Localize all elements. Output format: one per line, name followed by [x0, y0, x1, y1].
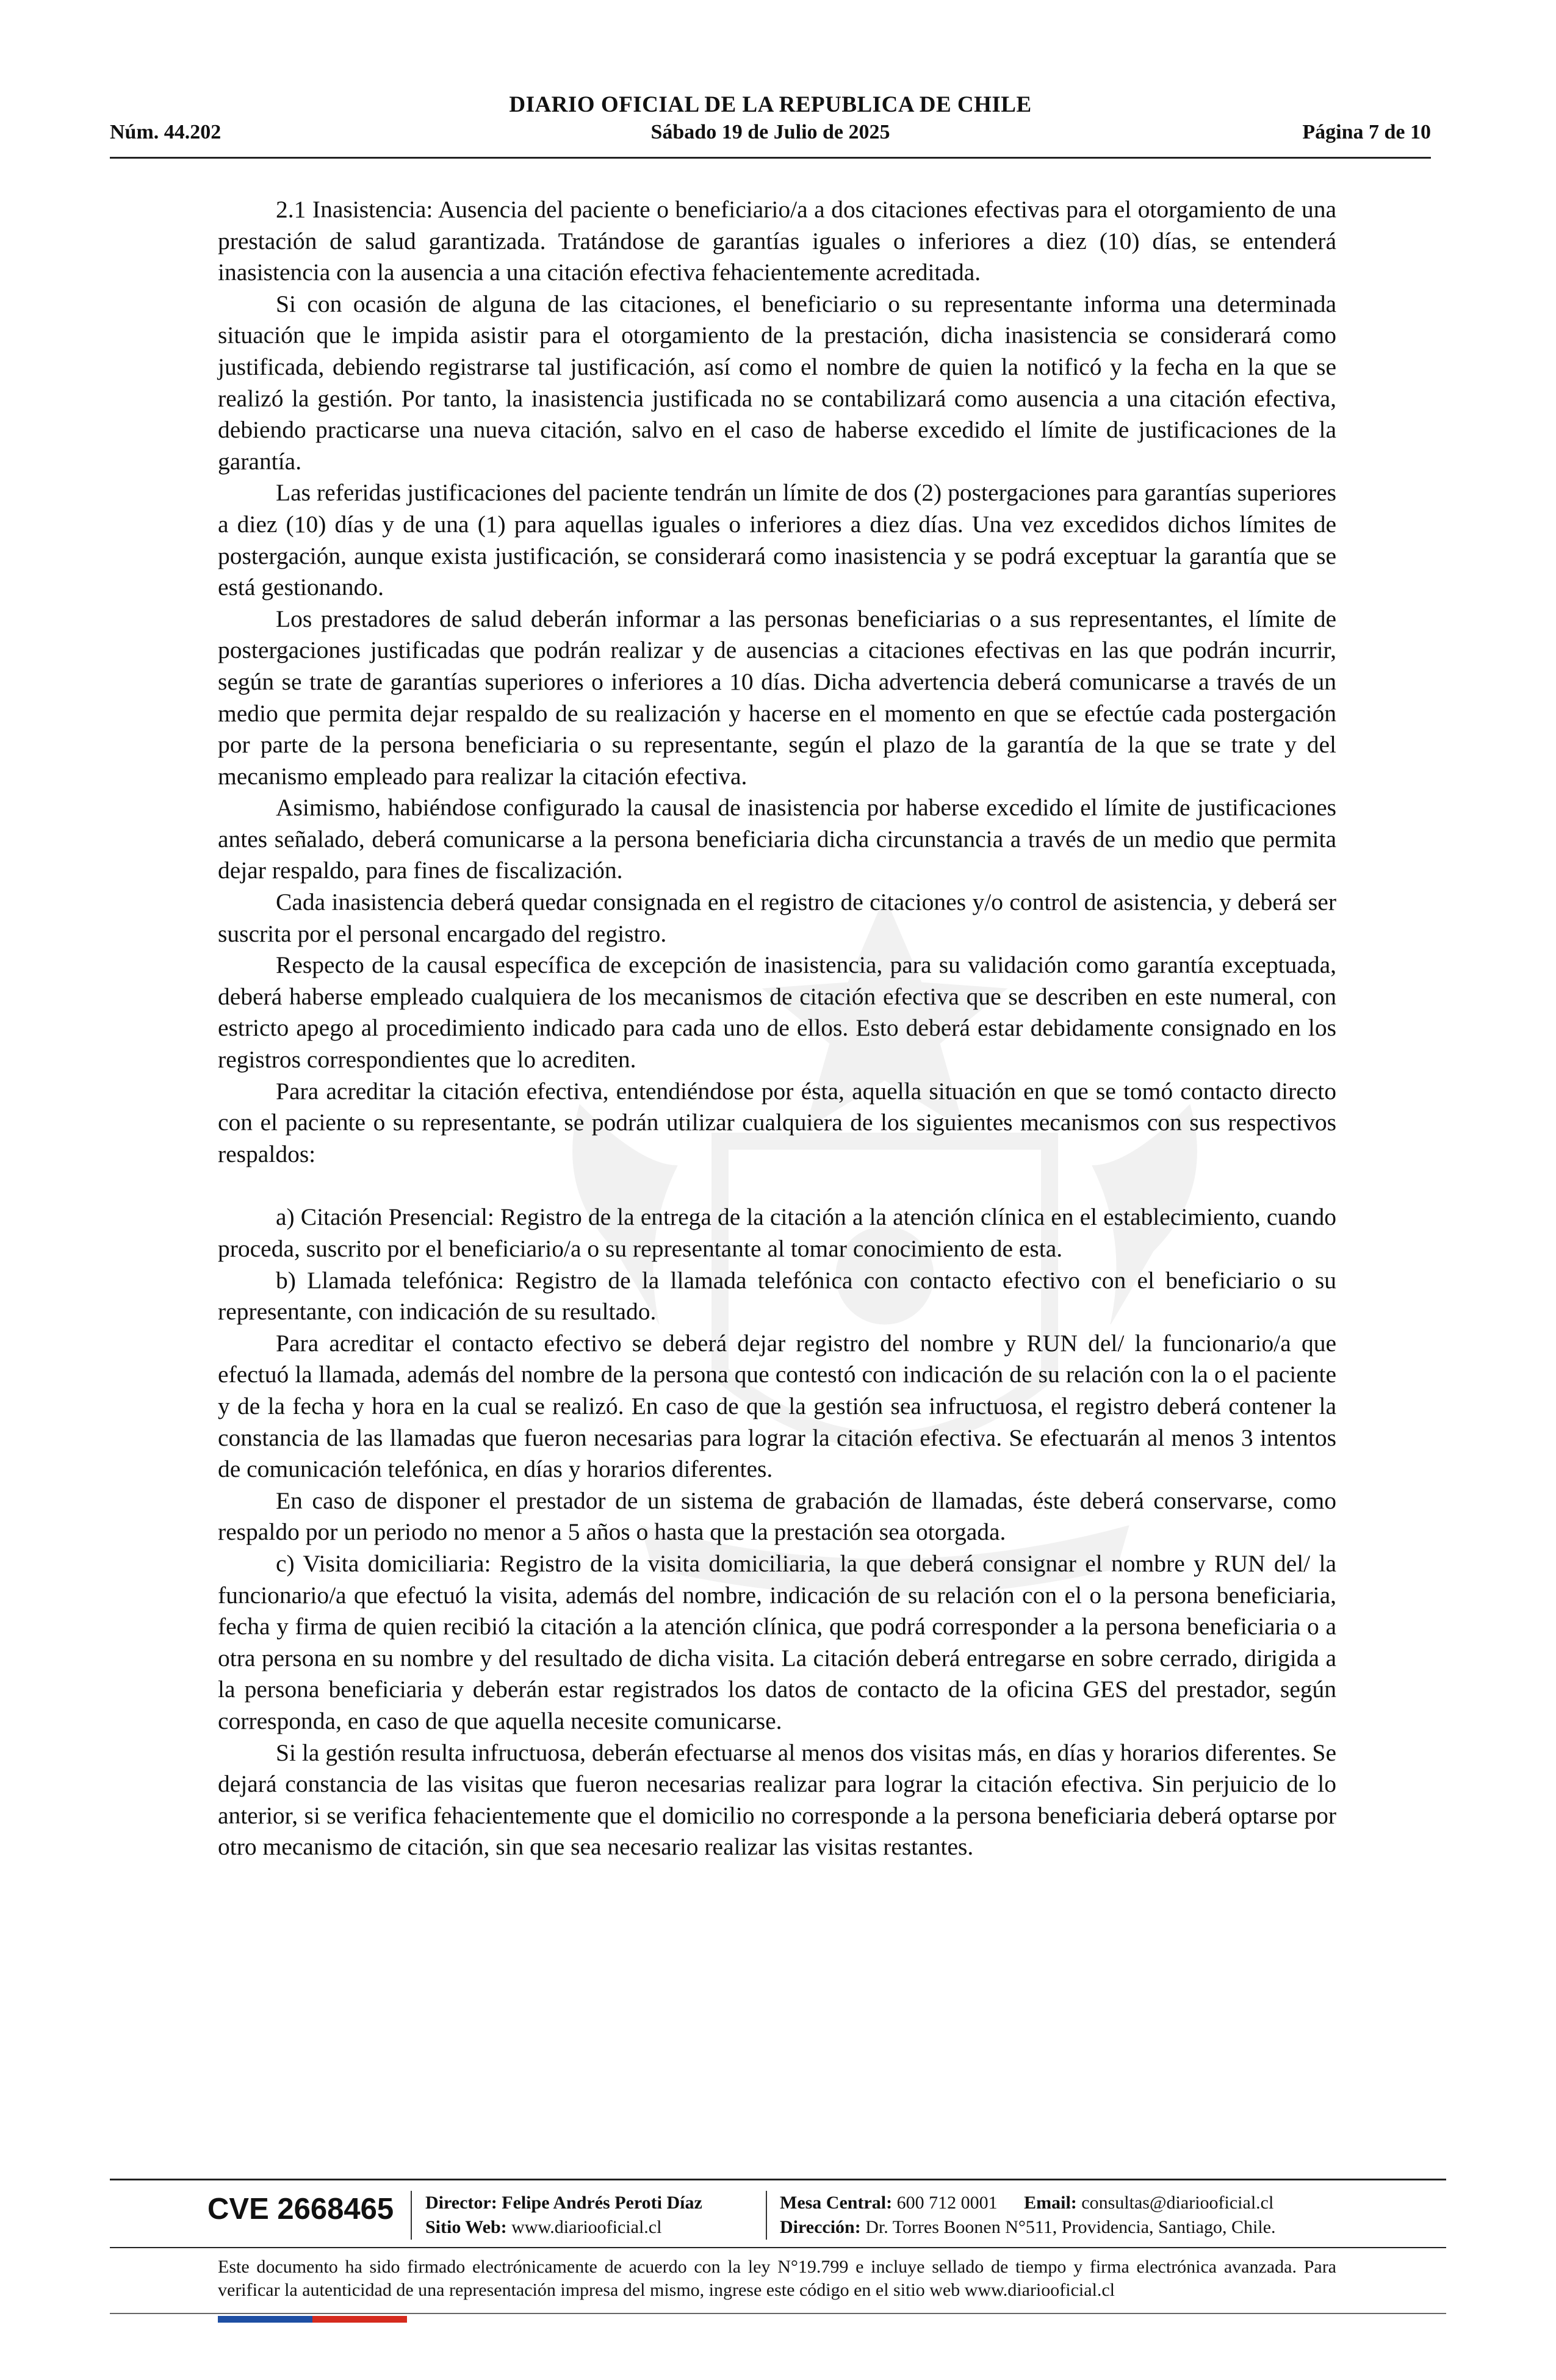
email-label: Email:	[1024, 2193, 1077, 2213]
footer-top-divider	[110, 2179, 1446, 2180]
issue-number: Núm. 44.202	[110, 121, 222, 143]
email-link[interactable]: consultas@diariooficial.cl	[1081, 2193, 1274, 2213]
phone-number: 600 712 0001	[896, 2193, 998, 2213]
footer-column-divider	[766, 2191, 767, 2240]
flag-red-segment	[312, 2316, 407, 2323]
electronic-signature-notice: Este documento ha sido firmado electrónicamente de acuerdo con la ley N°19.799 e incluye sellado de tiempo y firma electrónica avanzada. Para verificar la autenticidad de una representación impresa del mismo, ingrese este código en el sitio web www.diariooficial.cl	[218, 2257, 1336, 2300]
page-number: Página 7 de 10	[1302, 121, 1431, 143]
mechanism-item: b) Llamada telefónica: Registro de la llamada telefónica con contacto efectivo con el beneficiario o su representante, con indicación de su resultado.	[218, 1266, 1336, 1325]
phone-label: Mesa Central:	[780, 2193, 893, 2213]
document-body	[218, 194, 1336, 1863]
gazette-title: DIARIO OFICIAL DE LA REPUBLICA DE CHILE	[509, 92, 1032, 117]
issue-date: Sábado 19 de Julio de 2025	[650, 121, 890, 143]
paragraph: Si con ocasión de alguna de las citaciones, el beneficiario o su representante informa una determinada situación que le impida asistir para el otorgamiento de la prestación, dicha inasistencia se considerará como justificada, debiendo registrarse tal justificación, así como el nombre de quien la notificó y la fecha en la que se realizó la gestión. Por tanto, la inasistencia justificada no se contabilizará como ausencia a una citación efectiva, debiendo practicarse una nueva citación, salvo en el caso de haberse excedido el límite de justificaciones de la garantía.	[218, 290, 1336, 475]
footer-director-block	[425, 2191, 702, 2240]
paragraph-spacer	[218, 1170, 1336, 1202]
gazette-header	[110, 92, 1431, 159]
paragraph: 2.1 Inasistencia: Ausencia del paciente o beneficiario/a a dos citaciones efectivas para el otorgamiento de una prestación de salud garantizada. Tratándose de garantías iguales o inferiores a diez (10) días, se entenderá inasistencia con la ausencia a una citación efectiva fehacientemente acreditada.	[218, 196, 1336, 286]
cve-code: CVE 2668465	[207, 2193, 394, 2226]
director-label: Director:	[425, 2193, 497, 2213]
mechanism-item: c) Visita domiciliaria: Registro de la visita domiciliaria, la que deberá consignar el nombre y RUN del/ la funcionario/a que efectuó la visita, además del nombre, indicación de su relación con el o la persona beneficiaria, fecha y firma de quien recibió la citación a la atención clínica, que podrá corresponder a la persona beneficiaria o a otra persona en su nombre y del resultado de dicha visita. La citación deberá entregarse en sobre cerrado, dirigida a la persona beneficiaria y deberán estar registrados los datos de contacto de la oficina GES del prestador, según corresponda, en caso de que aquella necesite comunicarse.	[218, 1549, 1336, 1734]
footer-bottom-divider	[110, 2313, 1446, 2314]
paragraph: Las referidas justificaciones del paciente tendrán un límite de dos (2) postergaciones para garantías superiores a diez (10) días y de una (1) para aquellas iguales o inferiores a diez días. Una vez excedidos dichos límites de postergación, aunque exista justificación, se considerará como inasistencia y se podrá exceptuar la garantía que se está gestionando.	[218, 479, 1336, 601]
mechanism-item: a) Citación Presencial: Registro de la entrega de la citación a la atención clínica en el establecimiento, cuando proceda, suscrito por el beneficiario/a o su representante al tomar conocimiento de esta.	[218, 1203, 1336, 1262]
paragraph: Para acreditar el contacto efectivo se deberá dejar registro del nombre y RUN del/ la funcionario/a que efectuó la llamada, además del nombre de la persona que contestó con indicación de su relación con la o el paciente y de la fecha y hora en la cual se realizó. En caso de que la gestión sea infructuosa, el registro deberá contener la constancia de las llamadas que fueron necesarias para lograr la citación efectiva. Se efectuarán al menos 3 intentos de comunicación telefónica, en días y horarios diferentes.	[218, 1329, 1336, 1483]
paragraph: Para acreditar la citación efectiva, entendiéndose por ésta, aquella situación en que se tomó contacto directo con el paciente o su representante, se podrán utilizar cualquiera de los siguientes mecanismos con sus respectivos respaldos:	[218, 1077, 1336, 1167]
flag-color-bar	[218, 2316, 407, 2323]
address-text: Dr. Torres Boonen N°511, Providencia, Santiago, Chile.	[865, 2217, 1276, 2237]
paragraph: Cada inasistencia deberá quedar consignada en el registro de citaciones y/o control de asistencia, y deberá ser suscrita por el personal encargado del registro.	[218, 889, 1336, 947]
header-divider	[110, 157, 1431, 159]
paragraph: Asimismo, habiéndose configurado la causal de inasistencia por haberse excedido el límite de justificaciones antes señalado, deberá comunicarse a la persona beneficiaria dicha circunstancia a través de un medio que permita dejar respaldo, para fines de fiscalización.	[218, 794, 1336, 884]
website-label: Sitio Web:	[425, 2217, 507, 2237]
footer-middle-divider	[110, 2247, 1446, 2248]
footer-column-divider	[411, 2191, 412, 2240]
paragraph: En caso de disponer el prestador de un sistema de grabación de llamadas, éste deberá conservarse, como respaldo por un periodo no menor a 5 años o hasta que la prestación sea otorgada.	[218, 1487, 1336, 1546]
paragraph: Si la gestión resulta infructuosa, deberán efectuarse al menos dos visitas más, en días y horarios diferentes. Se dejará constancia de las visitas que fueron necesarias realizar para lograr la citación efectiva. Sin perjuicio de lo anterior, si se verifica fehacientemente que el domicilio no corresponde a la persona beneficiaria deberá optarse por otro mecanismo de citación, sin que sea necesario realizar las visitas restantes.	[218, 1739, 1336, 1861]
flag-blue-segment	[218, 2316, 312, 2323]
director-name: Felipe Andrés Peroti Díaz	[502, 2193, 702, 2213]
website-link[interactable]: www.diariooficial.cl	[511, 2217, 662, 2237]
paragraph: Respecto de la causal específica de excepción de inasistencia, para su validación como garantía exceptuada, deberá haberse empleado cualquiera de los mecanismos de citación efectiva que se describen en este numeral, con estricto apego al procedimiento indicado para cada uno de ellos. Esto deberá estar debidamente consignado en los registros correspondientes que lo acrediten.	[218, 951, 1336, 1073]
address-label: Dirección:	[780, 2217, 861, 2237]
paragraph: Los prestadores de salud deberán informar a las personas beneficiarias o a sus representantes, el límite de postergaciones justificadas que podrán realizar y de ausencias a citaciones efectivas en las que podrán incurrir, según se trate de garantías superiores o inferiores a 10 días. Dicha advertencia deberá comunicarse a través de un medio que permita dejar respaldo de su realización y hacerse en el momento en que se efectúe cada postergación por parte de la persona beneficiaria o su representante, según el plazo de la garantía de la que se trate y del mecanismo empleado para realizar la citación efectiva.	[218, 605, 1336, 790]
footer-contact-block	[780, 2191, 1276, 2240]
